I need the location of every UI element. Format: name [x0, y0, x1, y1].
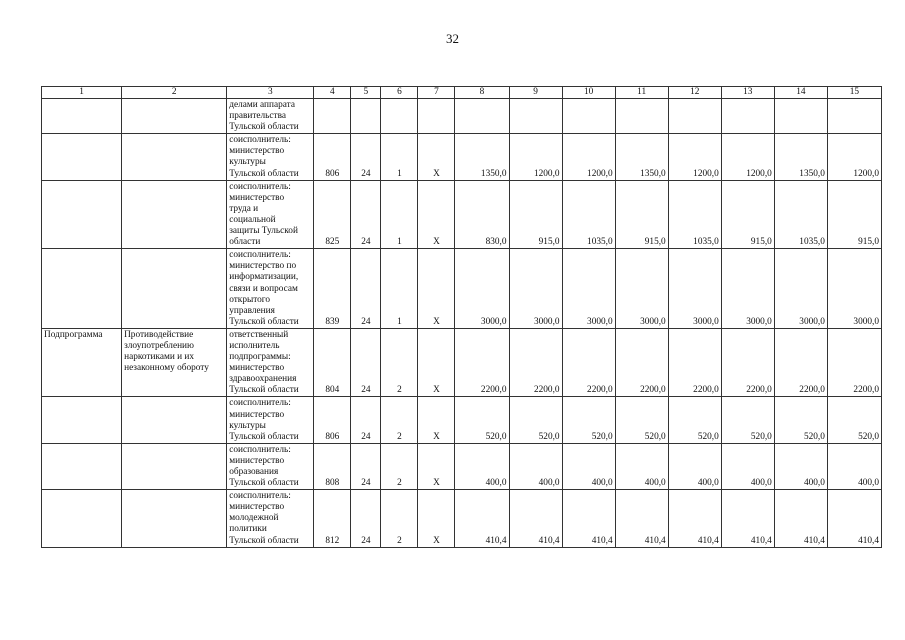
cell-code: 2: [381, 397, 418, 443]
cell-amount: 3000,0: [774, 249, 827, 329]
cell-code: 1: [381, 180, 418, 249]
cell-amount: 520,0: [455, 397, 509, 443]
column-header: 11: [615, 87, 668, 99]
cell-code: X: [418, 249, 455, 329]
page-number: 32: [446, 31, 459, 46]
cell-amount: 520,0: [827, 397, 881, 443]
cell-code: X: [418, 180, 455, 249]
cell-amount: 2200,0: [827, 328, 881, 397]
cell-amount: 410,4: [774, 490, 827, 547]
cell-program-type: [42, 490, 122, 547]
table-row: [42, 249, 882, 329]
cell-amount: 1200,0: [721, 134, 774, 180]
cell-amount: 520,0: [509, 397, 562, 443]
cell-amount: 3000,0: [615, 249, 668, 329]
table-row: [42, 99, 882, 134]
cell-amount: 3000,0: [668, 249, 721, 329]
cell-amount: 400,0: [455, 443, 509, 489]
cell-code: 24: [351, 397, 381, 443]
cell-amount: 1035,0: [668, 180, 721, 249]
column-header: 13: [721, 87, 774, 99]
cell-amount: 410,4: [562, 490, 615, 547]
cell-amount: 520,0: [562, 397, 615, 443]
table-row: [42, 134, 882, 180]
cell-amount: 915,0: [509, 180, 562, 249]
cell-program-type: Подпрограмма: [42, 328, 122, 397]
column-header: 1: [42, 87, 122, 99]
cell-code: 24: [351, 328, 381, 397]
cell-amount: 2200,0: [562, 328, 615, 397]
cell-code: 806: [314, 397, 351, 443]
cell-code: X: [418, 134, 455, 180]
cell-amount: 1200,0: [668, 134, 721, 180]
cell-amount: 400,0: [774, 443, 827, 489]
cell-amount: [562, 99, 615, 134]
column-header: 10: [562, 87, 615, 99]
cell-program-name: Противодействие злоупотреблению наркотиками и их незаконному обороту: [122, 328, 227, 397]
cell-amount: 2200,0: [615, 328, 668, 397]
cell-amount: 3000,0: [562, 249, 615, 329]
cell-executor: соисполнитель: министерство образования Тульской области: [227, 443, 314, 489]
cell-amount: 2200,0: [774, 328, 827, 397]
cell-code: 808: [314, 443, 351, 489]
cell-code: 1: [381, 134, 418, 180]
cell-amount: 1200,0: [562, 134, 615, 180]
cell-amount: 400,0: [615, 443, 668, 489]
cell-amount: 3000,0: [827, 249, 881, 329]
cell-program-type: [42, 180, 122, 249]
column-header: 2: [122, 87, 227, 99]
cell-executor: ответственный исполнитель подпрограммы: министерство здравоохранения Тульской области: [227, 328, 314, 397]
cell-code: 24: [351, 490, 381, 547]
column-header: 14: [774, 87, 827, 99]
cell-amount: 1350,0: [455, 134, 509, 180]
cell-program-name: [122, 490, 227, 547]
cell-program-name: [122, 443, 227, 489]
cell-amount: 410,4: [721, 490, 774, 547]
cell-code: 825: [314, 180, 351, 249]
cell-amount: 520,0: [774, 397, 827, 443]
column-header: 12: [668, 87, 721, 99]
cell-amount: 410,4: [509, 490, 562, 547]
cell-code: [314, 99, 351, 134]
table-row: [42, 328, 882, 397]
cell-code: 1: [381, 249, 418, 329]
cell-amount: 400,0: [668, 443, 721, 489]
cell-program-name: [122, 397, 227, 443]
cell-code: [381, 99, 418, 134]
cell-code: [418, 99, 455, 134]
cell-code: X: [418, 443, 455, 489]
cell-amount: 915,0: [615, 180, 668, 249]
cell-amount: 2200,0: [668, 328, 721, 397]
cell-program-type: [42, 249, 122, 329]
column-header: 3: [227, 87, 314, 99]
cell-code: 24: [351, 249, 381, 329]
cell-amount: 3000,0: [509, 249, 562, 329]
column-header: 6: [381, 87, 418, 99]
cell-amount: 410,4: [615, 490, 668, 547]
cell-amount: [774, 99, 827, 134]
column-header: 7: [418, 87, 455, 99]
cell-amount: 1035,0: [562, 180, 615, 249]
table-row: [42, 490, 882, 547]
cell-program-type: [42, 443, 122, 489]
cell-amount: 410,4: [668, 490, 721, 547]
cell-amount: [827, 99, 881, 134]
cell-code: 2: [381, 490, 418, 547]
budget-table: [41, 86, 882, 548]
cell-amount: 830,0: [455, 180, 509, 249]
cell-amount: 915,0: [721, 180, 774, 249]
cell-amount: 1350,0: [615, 134, 668, 180]
table-row: [42, 180, 882, 249]
column-header: 9: [509, 87, 562, 99]
cell-executor: соисполнитель: министерство культуры Тульской области: [227, 134, 314, 180]
cell-code: X: [418, 328, 455, 397]
cell-amount: [615, 99, 668, 134]
cell-code: 804: [314, 328, 351, 397]
cell-amount: [721, 99, 774, 134]
cell-amount: [509, 99, 562, 134]
cell-executor: делами аппарата правительства Тульской области: [227, 99, 314, 134]
cell-code: 806: [314, 134, 351, 180]
table-header-row: [42, 87, 882, 99]
cell-amount: 410,4: [455, 490, 509, 547]
cell-amount: 3000,0: [721, 249, 774, 329]
cell-amount: 2200,0: [455, 328, 509, 397]
cell-code: 2: [381, 328, 418, 397]
cell-code: 839: [314, 249, 351, 329]
table-row: [42, 443, 882, 489]
cell-amount: 1200,0: [827, 134, 881, 180]
cell-code: 24: [351, 134, 381, 180]
cell-code: 24: [351, 443, 381, 489]
cell-program-type: [42, 99, 122, 134]
cell-amount: 1035,0: [774, 180, 827, 249]
cell-amount: 400,0: [721, 443, 774, 489]
cell-amount: 400,0: [827, 443, 881, 489]
cell-code: [351, 99, 381, 134]
cell-amount: 2200,0: [721, 328, 774, 397]
cell-code: 812: [314, 490, 351, 547]
cell-program-name: [122, 99, 227, 134]
cell-program-name: [122, 180, 227, 249]
cell-code: X: [418, 397, 455, 443]
cell-amount: 2200,0: [509, 328, 562, 397]
cell-amount: 520,0: [615, 397, 668, 443]
cell-amount: [455, 99, 509, 134]
cell-amount: 3000,0: [455, 249, 509, 329]
cell-amount: 1200,0: [509, 134, 562, 180]
cell-code: X: [418, 490, 455, 547]
cell-executor: соисполнитель: министерство труда и социальной защиты Тульской области: [227, 180, 314, 249]
cell-amount: [668, 99, 721, 134]
cell-code: 24: [351, 180, 381, 249]
cell-program-type: [42, 134, 122, 180]
column-header: 8: [455, 87, 509, 99]
column-header: 4: [314, 87, 351, 99]
column-header: 15: [827, 87, 881, 99]
cell-amount: 400,0: [562, 443, 615, 489]
table-row: [42, 397, 882, 443]
cell-program-name: [122, 249, 227, 329]
cell-amount: 915,0: [827, 180, 881, 249]
cell-executor: соисполнитель: министерство культуры Тульской области: [227, 397, 314, 443]
cell-amount: 520,0: [668, 397, 721, 443]
cell-amount: 410,4: [827, 490, 881, 547]
cell-program-name: [122, 134, 227, 180]
column-header: 5: [351, 87, 381, 99]
cell-amount: 520,0: [721, 397, 774, 443]
cell-executor: соисполнитель: министерство молодежной политики Тульской области: [227, 490, 314, 547]
cell-amount: 1350,0: [774, 134, 827, 180]
cell-executor: соисполнитель: министерство по информатизации, связи и вопросам открытого управления Тульской области: [227, 249, 314, 329]
cell-amount: 400,0: [509, 443, 562, 489]
cell-code: 2: [381, 443, 418, 489]
cell-program-type: [42, 397, 122, 443]
